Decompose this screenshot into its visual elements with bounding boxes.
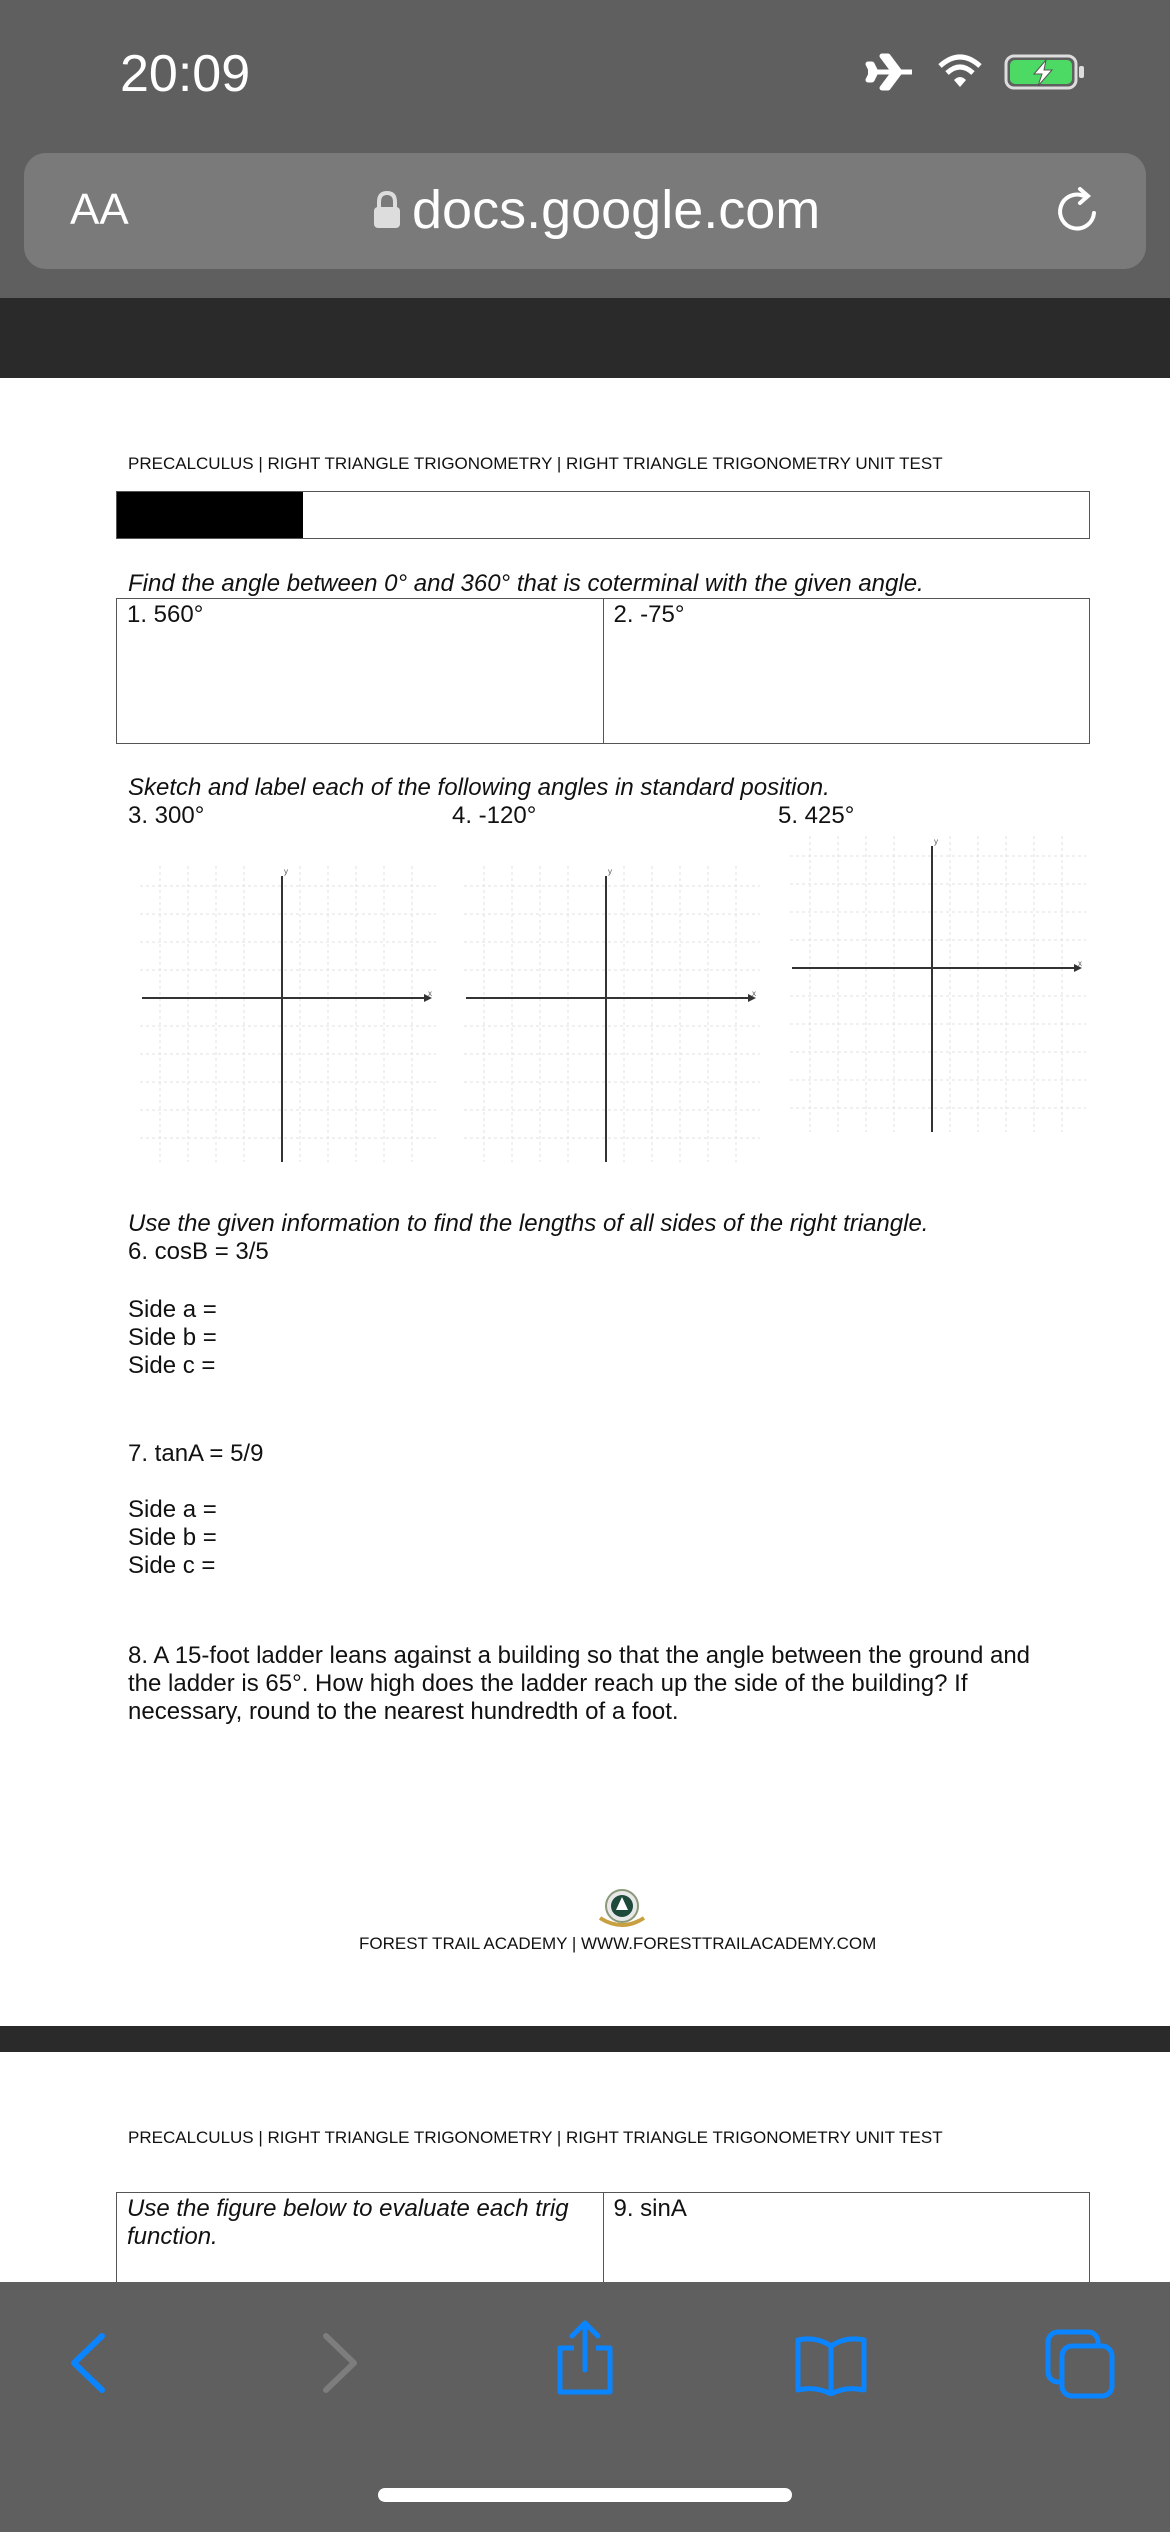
name-field-box — [116, 491, 1090, 539]
question-3: 3. 300° — [128, 802, 205, 829]
q7-side-c: Side c = — [128, 1552, 216, 1579]
question-9: 9. sinA — [603, 2193, 1090, 2282]
question-6: 6. cosB = 3/5 — [128, 1238, 269, 1265]
coterminal-answer-table — [116, 598, 1090, 744]
page-header: PRECALCULUS | RIGHT TRIANGLE TRIGONOMETRY | RIGHT TRIANGLE TRIGONOMETRY UNIT TEST — [128, 454, 943, 473]
airplane-icon — [864, 52, 916, 92]
x-axis-label: x — [428, 989, 432, 998]
question-8-line-1: 8. A 15-foot ladder leans against a building so that the angle between the ground and — [128, 1642, 1031, 1669]
viewer-strip — [0, 298, 1170, 378]
q7-side-a: Side a = — [128, 1496, 217, 1523]
question-7: 7. tanA = 5/9 — [128, 1440, 264, 1467]
document-page-2[interactable] — [0, 2052, 1170, 2282]
document-page[interactable] — [0, 378, 1170, 2026]
question-8-line-3: necessary, round to the nearest hundredth of a foot. — [128, 1698, 679, 1725]
page-footer: FOREST TRAIL ACADEMY | WWW.FORESTTRAILACADEMY.COM — [359, 1934, 877, 1953]
question-8-line-2: the ladder is 65°. How high does the ladder reach up the side of the building? If — [128, 1670, 968, 1697]
x-axis-label: x — [1078, 959, 1082, 968]
question-2: 2. -75° — [603, 599, 1090, 743]
home-indicator[interactable] — [378, 2488, 792, 2502]
question-1: 1. 560° — [127, 601, 204, 628]
page-gap — [0, 2026, 1170, 2052]
address-bar[interactable] — [24, 153, 1146, 269]
text-size-button[interactable]: AA — [70, 185, 129, 234]
battery-charging-icon — [1004, 52, 1086, 92]
coordinate-grid-4 — [464, 866, 760, 1162]
bookmarks-icon[interactable] — [794, 2334, 868, 2396]
status-icons — [864, 52, 1086, 92]
forward-icon[interactable] — [318, 2330, 362, 2396]
back-icon[interactable] — [66, 2330, 110, 2396]
tabs-icon[interactable] — [1044, 2328, 1116, 2400]
academy-logo-icon — [594, 1888, 650, 1932]
page-2-header: PRECALCULUS | RIGHT TRIANGLE TRIGONOMETRY | RIGHT TRIANGLE TRIGONOMETRY UNIT TEST — [128, 2128, 943, 2147]
q7-side-b: Side b = — [128, 1524, 217, 1551]
y-axis-label: y — [934, 837, 938, 846]
x-axis-label: x — [752, 989, 756, 998]
wifi-icon — [938, 54, 982, 90]
coordinate-grid-5 — [790, 836, 1086, 1132]
share-icon[interactable] — [552, 2318, 618, 2398]
y-axis-label: y — [608, 867, 612, 876]
question-5: 5. 425° — [778, 802, 855, 829]
sides-instructions: Use the given information to find the lengths of all sides of the right triangle. — [128, 1210, 929, 1237]
figure-question-table — [116, 2192, 1090, 2282]
lock-icon — [372, 190, 402, 230]
coordinate-grid-3 — [140, 866, 436, 1162]
sketch-instructions: Sketch and label each of the following angles in standard position. — [128, 774, 830, 801]
coterminal-instructions: Find the angle between 0° and 360° that is coterminal with the given angle. — [128, 570, 924, 597]
y-axis-label: y — [284, 867, 288, 876]
q6-side-c: Side c = — [128, 1352, 216, 1379]
status-time: 20:09 — [120, 45, 251, 103]
reload-icon[interactable] — [1050, 183, 1106, 239]
q6-side-b: Side b = — [128, 1324, 217, 1351]
redacted-name — [117, 492, 303, 538]
status-bar — [0, 0, 1170, 150]
question-4: 4. -120° — [452, 802, 537, 829]
url-display[interactable] — [372, 179, 820, 241]
figure-instructions: Use the figure below to evaluate each trig function. — [127, 2195, 569, 2250]
q6-side-a: Side a = — [128, 1296, 217, 1323]
url-text: docs.google.com — [412, 180, 821, 240]
